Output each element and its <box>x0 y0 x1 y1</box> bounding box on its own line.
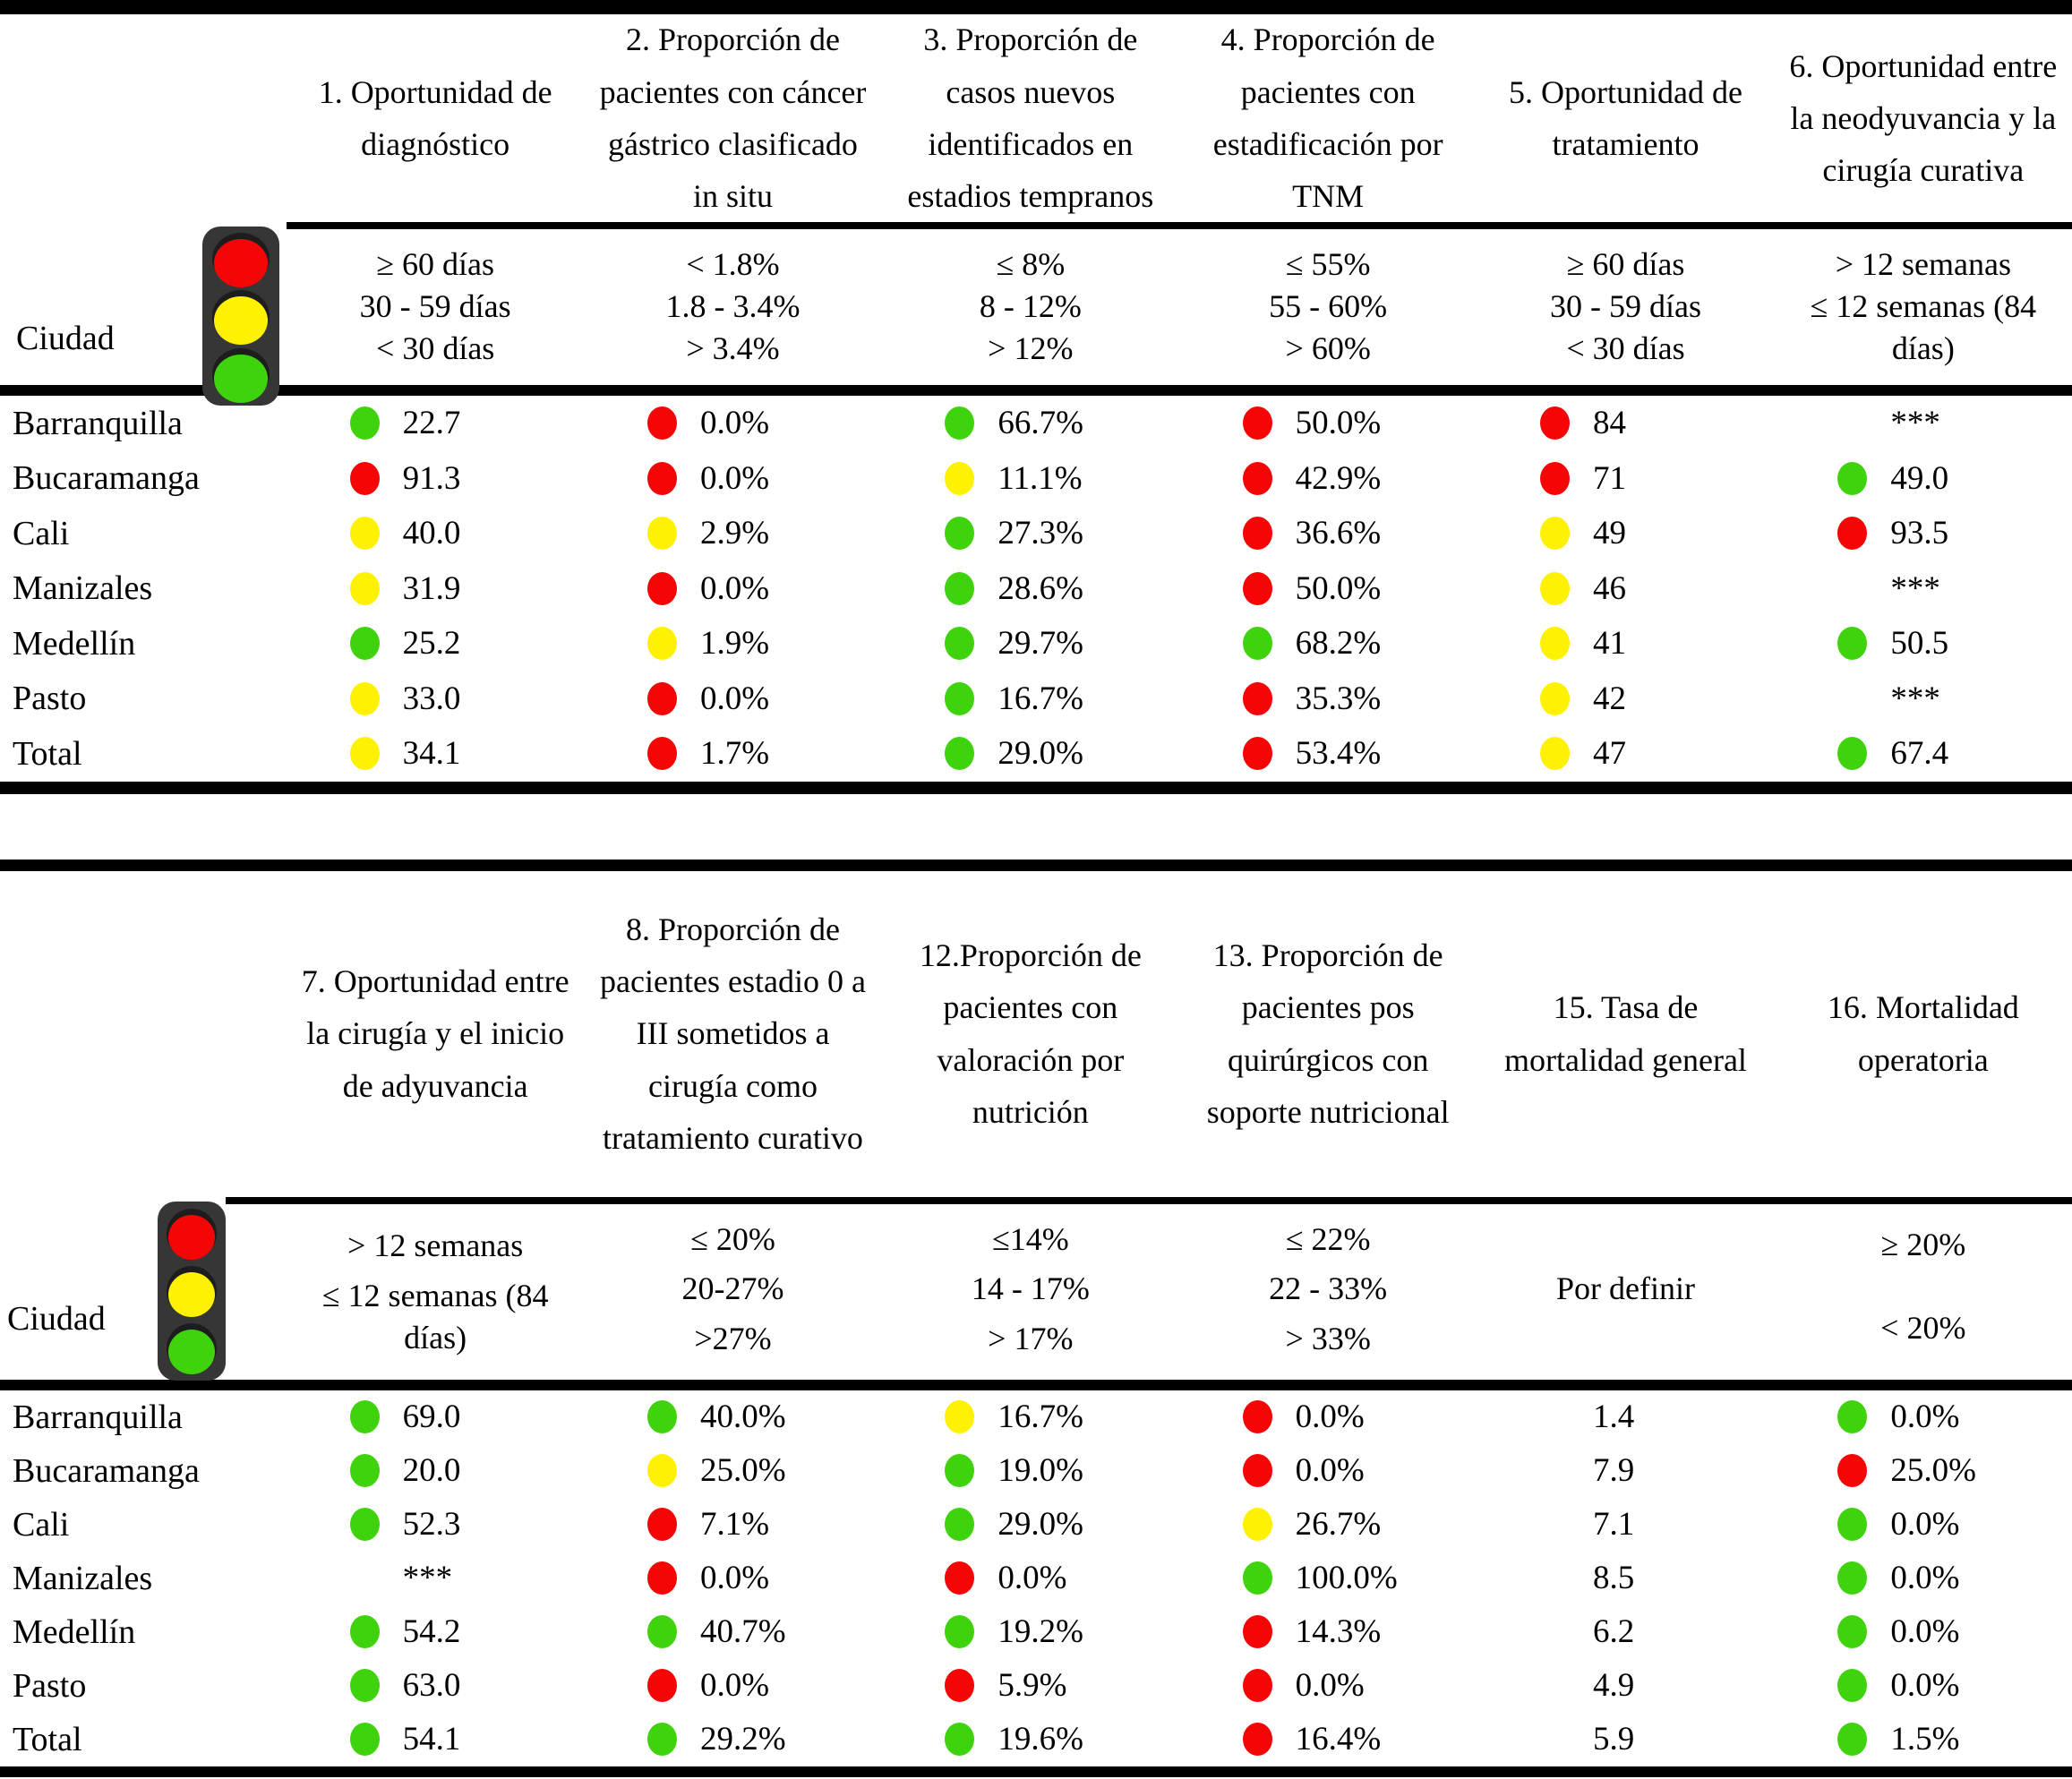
thresholds-col-8: ≤ 20% 20-27% >27% <box>584 1204 881 1390</box>
data-cell: 0.0% <box>1179 1390 1477 1444</box>
thresholds-col-13: ≤ 22% 22 - 33% > 33% <box>1179 1204 1477 1390</box>
data-cell: 35.3% <box>1179 671 1477 727</box>
data-cell: 0.0% <box>1179 1444 1477 1498</box>
data-cell: 16.4% <box>1179 1713 1477 1766</box>
city-column-header-2 <box>0 871 287 1390</box>
status-dot <box>1540 627 1570 660</box>
city-label: Ciudad <box>16 320 115 357</box>
status-dot <box>1243 737 1272 770</box>
data-cell: 20.0 <box>287 1444 584 1498</box>
data-cell: 46 <box>1477 561 1774 617</box>
status-dot <box>1243 1615 1272 1648</box>
data-cell: 53.4% <box>1179 726 1477 782</box>
status-dot <box>350 572 380 605</box>
data-cell: 0.0% <box>584 451 881 507</box>
data-cell: 8.5 <box>1592 1560 1635 1596</box>
status-dot <box>1243 682 1272 715</box>
data-cell: 69.0 <box>287 1390 584 1444</box>
status-dot <box>647 462 677 495</box>
thresholds-col-5: ≥ 60 días 30 - 59 días < 30 días <box>1477 229 1774 396</box>
data-cell: 54.1 <box>287 1713 584 1766</box>
data-cell: 50.0% <box>1179 561 1477 617</box>
status-dot <box>647 572 677 605</box>
data-cell: 0.0% <box>1775 1390 2072 1444</box>
data-cell: 49.0 <box>1775 451 2072 507</box>
thresholds-col-2: < 1.8% 1.8 - 3.4% > 3.4% <box>584 229 881 396</box>
status-dot <box>945 406 974 440</box>
data-cell: 6.2 <box>1592 1613 1635 1650</box>
row-label: Pasto <box>13 1666 87 1705</box>
data-cell: 40.0 <box>287 506 584 561</box>
status-dot <box>647 517 677 550</box>
data-cell: 25.0% <box>584 1444 881 1498</box>
top-rule <box>0 0 2072 14</box>
status-dot <box>1243 462 1272 495</box>
row-label: Barranquilla <box>13 1398 183 1436</box>
data-cell: 0.0% <box>584 1659 881 1713</box>
status-dot <box>1243 1400 1272 1433</box>
status-dot <box>945 1400 974 1433</box>
column-header-8: 8. Proporción de pacientes estadio 0 a III sometidos a cirugía como tratamiento curativo <box>584 871 881 1204</box>
status-dot <box>647 1508 677 1541</box>
data-cell: 71 <box>1477 451 1774 507</box>
data-cell: 50.5 <box>1775 616 2072 671</box>
column-header-15: 15. Tasa de mortalidad general <box>1477 871 1774 1204</box>
status-dot <box>1540 406 1570 440</box>
data-cell: 29.0% <box>882 1498 1179 1552</box>
row-label: Pasto <box>13 680 87 718</box>
row-label: Bucaramanga <box>13 459 200 498</box>
status-dot <box>350 462 380 495</box>
status-dot <box>1243 1669 1272 1702</box>
data-cell: 50.0% <box>1179 396 1477 451</box>
status-dot <box>647 406 677 440</box>
data-cell: 91.3 <box>287 451 584 507</box>
column-header-16: 16. Mortalidad operatoria <box>1775 871 2072 1204</box>
status-dot <box>350 1669 380 1702</box>
status-dot <box>1837 1454 1867 1487</box>
data-cell: 27.3% <box>882 506 1179 561</box>
data-cell: 33.0 <box>287 671 584 727</box>
row-label: Medellín <box>13 1612 136 1651</box>
data-cell: 29.7% <box>882 616 1179 671</box>
thresholds-col-3: ≤ 8% 8 - 12% > 12% <box>882 229 1179 396</box>
status-dot <box>1540 572 1570 605</box>
status-dot <box>945 737 974 770</box>
data-cell: 40.7% <box>584 1605 881 1659</box>
status-dot <box>1243 627 1272 660</box>
status-dot <box>1243 1723 1272 1756</box>
thresholds-col-12: ≤14% 14 - 17% > 17% <box>882 1204 1179 1390</box>
status-dot <box>1243 1454 1272 1487</box>
data-cell: 0.0% <box>1775 1659 2072 1713</box>
status-dot <box>1243 517 1272 550</box>
data-cell: 42.9% <box>1179 451 1477 507</box>
data-cell: 40.0% <box>584 1390 881 1444</box>
status-dot <box>945 572 974 605</box>
data-cell: 26.7% <box>1179 1498 1477 1552</box>
status-dot <box>1837 1508 1867 1541</box>
status-dot <box>1837 1561 1867 1595</box>
status-dot <box>945 1454 974 1487</box>
column-header-2: 2. Proporción de pacientes con cáncer gástrico clasificado in situ <box>584 14 881 229</box>
data-cell: 31.9 <box>287 561 584 617</box>
city-column-header-1 <box>0 14 287 396</box>
status-dot <box>350 1454 380 1487</box>
status-dot <box>350 1615 380 1648</box>
thresholds-col-15: Por definir <box>1477 1204 1774 1390</box>
status-dot <box>1837 1723 1867 1756</box>
data-cell: 41 <box>1477 616 1774 671</box>
data-cell: 54.2 <box>287 1605 584 1659</box>
status-dot <box>1540 462 1570 495</box>
data-cell: 4.9 <box>1592 1667 1635 1704</box>
data-cell: 29.2% <box>584 1713 881 1766</box>
data-cell: 0.0% <box>1775 1498 2072 1552</box>
data-cell: 0.0% <box>1775 1552 2072 1605</box>
status-dot <box>350 1508 380 1541</box>
status-dot <box>1243 1561 1272 1595</box>
status-dot <box>647 1400 677 1433</box>
data-cell: 0.0% <box>882 1552 1179 1605</box>
column-header-5: 5. Oportunidad de tratamiento <box>1477 14 1774 229</box>
column-header-1: 1. Oportunidad de diagnóstico <box>287 14 584 229</box>
status-dot <box>350 737 380 770</box>
thresholds-col-16: ≥ 20% < 20% <box>1775 1204 2072 1390</box>
data-cell: 7.1% <box>584 1498 881 1552</box>
data-cell: 49 <box>1477 506 1774 561</box>
status-dot <box>945 1508 974 1541</box>
status-dot <box>350 406 380 440</box>
status-dot <box>647 1723 677 1756</box>
data-cell: 22.7 <box>287 396 584 451</box>
status-dot <box>647 1669 677 1702</box>
status-dot <box>1540 737 1570 770</box>
city-label: Ciudad <box>7 1299 106 1338</box>
header-rule-stub <box>226 1197 287 1204</box>
data-cell: 0.0% <box>1179 1659 1477 1713</box>
status-dot <box>1837 462 1867 495</box>
data-cell: 14.3% <box>1179 1605 1477 1659</box>
row-label: Cali <box>13 514 70 552</box>
status-dot <box>350 517 380 550</box>
table-divider-gap <box>0 794 2072 860</box>
status-dot <box>1837 737 1867 770</box>
status-dot <box>647 737 677 770</box>
status-dot <box>1540 517 1570 550</box>
column-header-13: 13. Proporción de pacientes pos quirúrgicos con soporte nutricional <box>1179 871 1477 1204</box>
green-lamp-icon <box>167 1323 217 1373</box>
data-cell: 28.6% <box>882 561 1179 617</box>
status-dot <box>945 517 974 550</box>
status-dot <box>1243 1508 1272 1541</box>
status-dot <box>1540 682 1570 715</box>
data-cell: 5.9 <box>1592 1721 1635 1758</box>
row-label: Total <box>13 734 82 773</box>
data-cell: 47 <box>1477 726 1774 782</box>
status-dot <box>647 682 677 715</box>
data-cell: 42 <box>1477 671 1774 727</box>
red-lamp-icon <box>212 233 270 285</box>
data-cell: 84 <box>1477 396 1774 451</box>
data-cell: 34.1 <box>287 726 584 782</box>
data-cell: 1.9% <box>584 616 881 671</box>
data-cell: *** <box>1890 680 1940 717</box>
red-lamp-icon <box>167 1209 217 1259</box>
status-dot <box>1837 1400 1867 1433</box>
status-dot <box>1837 1615 1867 1648</box>
data-cell: 19.6% <box>882 1713 1179 1766</box>
status-dot <box>1243 572 1272 605</box>
data-cell: 25.2 <box>287 616 584 671</box>
data-cell: 67.4 <box>1775 726 2072 782</box>
status-dot <box>350 1400 380 1433</box>
column-header-6: 6. Oportunidad entre la neodyuvancia y la cirugía curativa <box>1775 14 2072 229</box>
thresholds-col-1: ≥ 60 días 30 - 59 días < 30 días <box>287 229 584 396</box>
data-cell: 0.0% <box>584 561 881 617</box>
data-cell: 2.9% <box>584 506 881 561</box>
thresholds-col-7: > 12 semanas ≤ 12 semanas (84 días) <box>287 1204 584 1390</box>
yellow-lamp-icon <box>167 1266 217 1316</box>
status-dot <box>350 682 380 715</box>
status-dot <box>647 1615 677 1648</box>
data-cell: 25.0% <box>1775 1444 2072 1498</box>
data-cell: 16.7% <box>882 1390 1179 1444</box>
data-cell: 29.0% <box>882 726 1179 782</box>
row-label: Bucaramanga <box>13 1451 200 1490</box>
status-dot <box>647 1561 677 1595</box>
data-cell: 63.0 <box>287 1659 584 1713</box>
data-cell: *** <box>1890 405 1940 442</box>
data-cell: 19.0% <box>882 1444 1179 1498</box>
row-label: Barranquilla <box>13 404 183 442</box>
data-cell: 19.2% <box>882 1605 1179 1659</box>
row-label: Manizales <box>13 569 153 608</box>
yellow-lamp-icon <box>212 290 270 342</box>
thresholds-col-6: > 12 semanas ≤ 12 semanas (84 días) <box>1775 229 2072 396</box>
row-label: Medellín <box>13 624 136 663</box>
data-cell: 68.2% <box>1179 616 1477 671</box>
data-cell: 66.7% <box>882 396 1179 451</box>
status-dot <box>350 1723 380 1756</box>
traffic-light-icon <box>158 1202 226 1381</box>
status-dot <box>945 1669 974 1702</box>
status-dot <box>350 627 380 660</box>
status-dot <box>1837 1669 1867 1702</box>
data-cell: *** <box>1890 569 1940 607</box>
data-cell: 100.0% <box>1179 1552 1477 1605</box>
data-cell: 0.0% <box>584 396 881 451</box>
status-dot <box>945 1615 974 1648</box>
data-cell: 52.3 <box>287 1498 584 1552</box>
row-label: Cali <box>13 1505 70 1544</box>
data-cell: *** <box>402 1560 453 1596</box>
data-cell: 1.5% <box>1775 1713 2072 1766</box>
data-cell: 0.0% <box>584 1552 881 1605</box>
data-cell: 0.0% <box>584 671 881 727</box>
status-dot <box>945 462 974 495</box>
column-header-3: 3. Proporción de casos nuevos identificados en estadios tempranos <box>882 14 1179 229</box>
traffic-light-icon <box>202 227 279 406</box>
data-cell: 5.9% <box>882 1659 1179 1713</box>
status-dot <box>1837 627 1867 660</box>
column-header-4: 4. Proporción de pacientes con estadificación por TNM <box>1179 14 1477 229</box>
data-cell: 7.1 <box>1592 1506 1635 1543</box>
data-cell: 11.1% <box>882 451 1179 507</box>
column-header-7: 7. Oportunidad entre la cirugía y el inicio de adyuvancia <box>287 871 584 1204</box>
status-dot <box>945 1561 974 1595</box>
column-header-12: 12.Proporción de pacientes con valoración por nutrición <box>882 871 1179 1204</box>
data-cell: 7.9 <box>1592 1452 1635 1489</box>
row-label: Manizales <box>13 1559 153 1597</box>
status-dot <box>647 1454 677 1487</box>
status-dot <box>945 682 974 715</box>
data-cell: 16.7% <box>882 671 1179 727</box>
data-cell: 1.7% <box>584 726 881 782</box>
indicator-table-2 <box>0 860 2072 1777</box>
status-dot <box>945 1723 974 1756</box>
data-cell: 36.6% <box>1179 506 1477 561</box>
status-dot <box>1243 406 1272 440</box>
status-dot <box>647 627 677 660</box>
data-cell: 1.4 <box>1592 1398 1635 1435</box>
data-cell: 0.0% <box>1775 1605 2072 1659</box>
status-dot <box>1837 517 1867 550</box>
indicator-table-1 <box>0 14 2072 794</box>
row-label: Total <box>13 1720 82 1758</box>
green-lamp-icon <box>212 348 270 400</box>
data-cell: 93.5 <box>1775 506 2072 561</box>
thresholds-col-4: ≤ 55% 55 - 60% > 60% <box>1179 229 1477 396</box>
status-dot <box>945 627 974 660</box>
